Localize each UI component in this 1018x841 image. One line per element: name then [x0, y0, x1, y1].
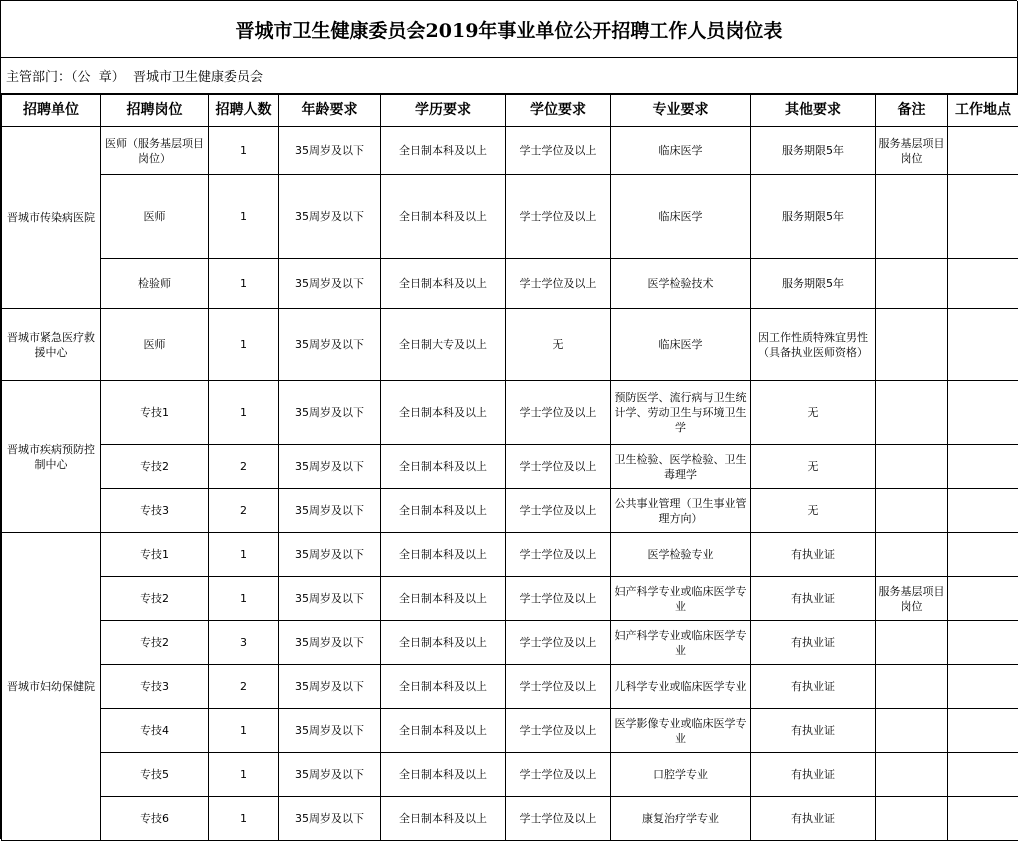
count-cell: 1 — [209, 309, 279, 381]
other-cell: 无 — [751, 445, 876, 489]
note-cell — [876, 445, 948, 489]
note-cell — [876, 665, 948, 709]
header-post: 招聘岗位 — [101, 95, 209, 127]
header-education: 学历要求 — [381, 95, 506, 127]
age-cell: 35周岁及以下 — [279, 445, 381, 489]
post-cell: 专技2 — [101, 577, 209, 621]
other-cell: 有执业证 — [751, 753, 876, 797]
note-cell — [876, 489, 948, 533]
count-cell: 1 — [209, 127, 279, 175]
count-cell: 2 — [209, 445, 279, 489]
table-row — [2, 533, 1018, 577]
note-cell — [876, 309, 948, 381]
header-place: 工作地点 — [948, 95, 1018, 127]
major-cell: 临床医学 — [611, 309, 751, 381]
table-body — [2, 127, 1018, 841]
post-cell: 专技6 — [101, 797, 209, 841]
major-cell: 临床医学 — [611, 175, 751, 259]
count-cell: 1 — [209, 175, 279, 259]
count-cell: 1 — [209, 533, 279, 577]
header-major: 专业要求 — [611, 95, 751, 127]
other-cell: 有执业证 — [751, 621, 876, 665]
post-cell: 专技1 — [101, 533, 209, 577]
age-cell: 35周岁及以下 — [279, 259, 381, 309]
major-cell: 妇产科学专业或临床医学专业 — [611, 621, 751, 665]
degree-cell: 学士学位及以上 — [506, 753, 611, 797]
count-cell: 1 — [209, 753, 279, 797]
unit-cell: 晋城市传染病医院 — [2, 127, 101, 309]
post-cell: 医师 — [101, 175, 209, 259]
other-cell: 有执业证 — [751, 709, 876, 753]
unit-cell: 晋城市妇幼保健院 — [2, 533, 101, 841]
table-row — [2, 797, 1018, 841]
note-cell — [876, 381, 948, 445]
age-cell: 35周岁及以下 — [279, 381, 381, 445]
place-cell — [948, 577, 1018, 621]
post-cell: 专技1 — [101, 381, 209, 445]
note-cell — [876, 533, 948, 577]
note-cell — [876, 797, 948, 841]
place-cell — [948, 309, 1018, 381]
age-cell: 35周岁及以下 — [279, 753, 381, 797]
degree-cell: 学士学位及以上 — [506, 621, 611, 665]
degree-cell: 学士学位及以上 — [506, 381, 611, 445]
education-cell: 全日制本科及以上 — [381, 445, 506, 489]
note-cell — [876, 753, 948, 797]
age-cell: 35周岁及以下 — [279, 309, 381, 381]
post-cell: 专技3 — [101, 665, 209, 709]
age-cell: 35周岁及以下 — [279, 577, 381, 621]
place-cell — [948, 665, 1018, 709]
other-cell: 服务期限5年 — [751, 259, 876, 309]
age-cell: 35周岁及以下 — [279, 175, 381, 259]
major-cell: 医学检验技术 — [611, 259, 751, 309]
table-row — [2, 621, 1018, 665]
major-cell: 临床医学 — [611, 127, 751, 175]
department-label: 主管部门：（公 章） 晋城市卫生健康委员会 — [6, 66, 263, 85]
note-cell: 服务基层项目岗位 — [876, 127, 948, 175]
major-cell: 口腔学专业 — [611, 753, 751, 797]
degree-cell: 学士学位及以上 — [506, 127, 611, 175]
unit-cell: 晋城市紧急医疗救援中心 — [2, 309, 101, 381]
post-cell: 医师（服务基层项目岗位） — [101, 127, 209, 175]
education-cell: 全日制大专及以上 — [381, 309, 506, 381]
degree-cell: 学士学位及以上 — [506, 175, 611, 259]
major-cell: 医学检验专业 — [611, 533, 751, 577]
note-cell — [876, 259, 948, 309]
count-cell: 1 — [209, 259, 279, 309]
header-degree: 学位要求 — [506, 95, 611, 127]
header-age: 年龄要求 — [279, 95, 381, 127]
education-cell: 全日制本科及以上 — [381, 665, 506, 709]
education-cell: 全日制本科及以上 — [381, 489, 506, 533]
place-cell — [948, 381, 1018, 445]
major-cell: 康复治疗学专业 — [611, 797, 751, 841]
positions-table — [1, 94, 1018, 841]
count-cell: 1 — [209, 709, 279, 753]
degree-cell: 学士学位及以上 — [506, 665, 611, 709]
major-cell: 儿科学专业或临床医学专业 — [611, 665, 751, 709]
education-cell: 全日制本科及以上 — [381, 175, 506, 259]
education-cell: 全日制本科及以上 — [381, 381, 506, 445]
count-cell: 2 — [209, 489, 279, 533]
degree-cell: 学士学位及以上 — [506, 797, 611, 841]
other-cell: 服务期限5年 — [751, 127, 876, 175]
age-cell: 35周岁及以下 — [279, 127, 381, 175]
header-unit: 招聘单位 — [2, 95, 101, 127]
age-cell: 35周岁及以下 — [279, 533, 381, 577]
education-cell: 全日制本科及以上 — [381, 709, 506, 753]
table-row — [2, 175, 1018, 259]
major-cell: 妇产科学专业或临床医学专业 — [611, 577, 751, 621]
table-row — [2, 577, 1018, 621]
table-row — [2, 309, 1018, 381]
education-cell: 全日制本科及以上 — [381, 127, 506, 175]
count-cell: 1 — [209, 577, 279, 621]
degree-cell: 学士学位及以上 — [506, 445, 611, 489]
other-cell: 因工作性质特殊宜男性（具备执业医师资格） — [751, 309, 876, 381]
unit-cell: 晋城市疾病预防控制中心 — [2, 381, 101, 533]
major-cell: 公共事业管理（卫生事业管理方向） — [611, 489, 751, 533]
other-cell: 无 — [751, 489, 876, 533]
post-cell: 专技5 — [101, 753, 209, 797]
header-row — [2, 95, 1018, 127]
education-cell: 全日制本科及以上 — [381, 621, 506, 665]
header-count: 招聘人数 — [209, 95, 279, 127]
major-cell: 医学影像专业或临床医学专业 — [611, 709, 751, 753]
note-cell: 服务基层项目岗位 — [876, 577, 948, 621]
count-cell: 2 — [209, 665, 279, 709]
degree-cell: 学士学位及以上 — [506, 533, 611, 577]
age-cell: 35周岁及以下 — [279, 489, 381, 533]
note-cell — [876, 621, 948, 665]
other-cell: 有执业证 — [751, 533, 876, 577]
table-row — [2, 381, 1018, 445]
header-other: 其他要求 — [751, 95, 876, 127]
post-cell: 医师 — [101, 309, 209, 381]
age-cell: 35周岁及以下 — [279, 621, 381, 665]
degree-cell: 无 — [506, 309, 611, 381]
note-cell — [876, 709, 948, 753]
education-cell: 全日制本科及以上 — [381, 577, 506, 621]
place-cell — [948, 259, 1018, 309]
place-cell — [948, 533, 1018, 577]
note-cell — [876, 175, 948, 259]
other-cell: 有执业证 — [751, 577, 876, 621]
education-cell: 全日制本科及以上 — [381, 259, 506, 309]
other-cell: 有执业证 — [751, 797, 876, 841]
table-row — [2, 259, 1018, 309]
other-cell: 服务期限5年 — [751, 175, 876, 259]
place-cell — [948, 709, 1018, 753]
post-cell: 专技2 — [101, 445, 209, 489]
degree-cell: 学士学位及以上 — [506, 709, 611, 753]
post-cell: 专技3 — [101, 489, 209, 533]
count-cell: 1 — [209, 381, 279, 445]
place-cell — [948, 621, 1018, 665]
place-cell — [948, 445, 1018, 489]
header-note: 备注 — [876, 95, 948, 127]
post-cell: 专技4 — [101, 709, 209, 753]
count-cell: 3 — [209, 621, 279, 665]
count-cell: 1 — [209, 797, 279, 841]
age-cell: 35周岁及以下 — [279, 797, 381, 841]
table-row — [2, 445, 1018, 489]
place-cell — [948, 797, 1018, 841]
other-cell: 有执业证 — [751, 665, 876, 709]
degree-cell: 学士学位及以上 — [506, 489, 611, 533]
post-cell: 专技2 — [101, 621, 209, 665]
age-cell: 35周岁及以下 — [279, 709, 381, 753]
post-cell: 检验师 — [101, 259, 209, 309]
degree-cell: 学士学位及以上 — [506, 577, 611, 621]
major-cell: 预防医学、流行病与卫生统计学、劳动卫生与环境卫生学 — [611, 381, 751, 445]
place-cell — [948, 753, 1018, 797]
education-cell: 全日制本科及以上 — [381, 533, 506, 577]
degree-cell: 学士学位及以上 — [506, 259, 611, 309]
table-row — [2, 709, 1018, 753]
other-cell: 无 — [751, 381, 876, 445]
department-line — [1, 58, 1018, 94]
age-cell: 35周岁及以下 — [279, 665, 381, 709]
place-cell — [948, 489, 1018, 533]
table-row — [2, 665, 1018, 709]
page-title: 晋城市卫生健康委员会2019年事业单位公开招聘工作人员岗位表 — [1, 1, 1018, 58]
place-cell — [948, 175, 1018, 259]
table-row — [2, 127, 1018, 175]
education-cell: 全日制本科及以上 — [381, 797, 506, 841]
place-cell — [948, 127, 1018, 175]
table-row — [2, 753, 1018, 797]
education-cell: 全日制本科及以上 — [381, 753, 506, 797]
major-cell: 卫生检验、医学检验、卫生毒理学 — [611, 445, 751, 489]
table-row — [2, 489, 1018, 533]
